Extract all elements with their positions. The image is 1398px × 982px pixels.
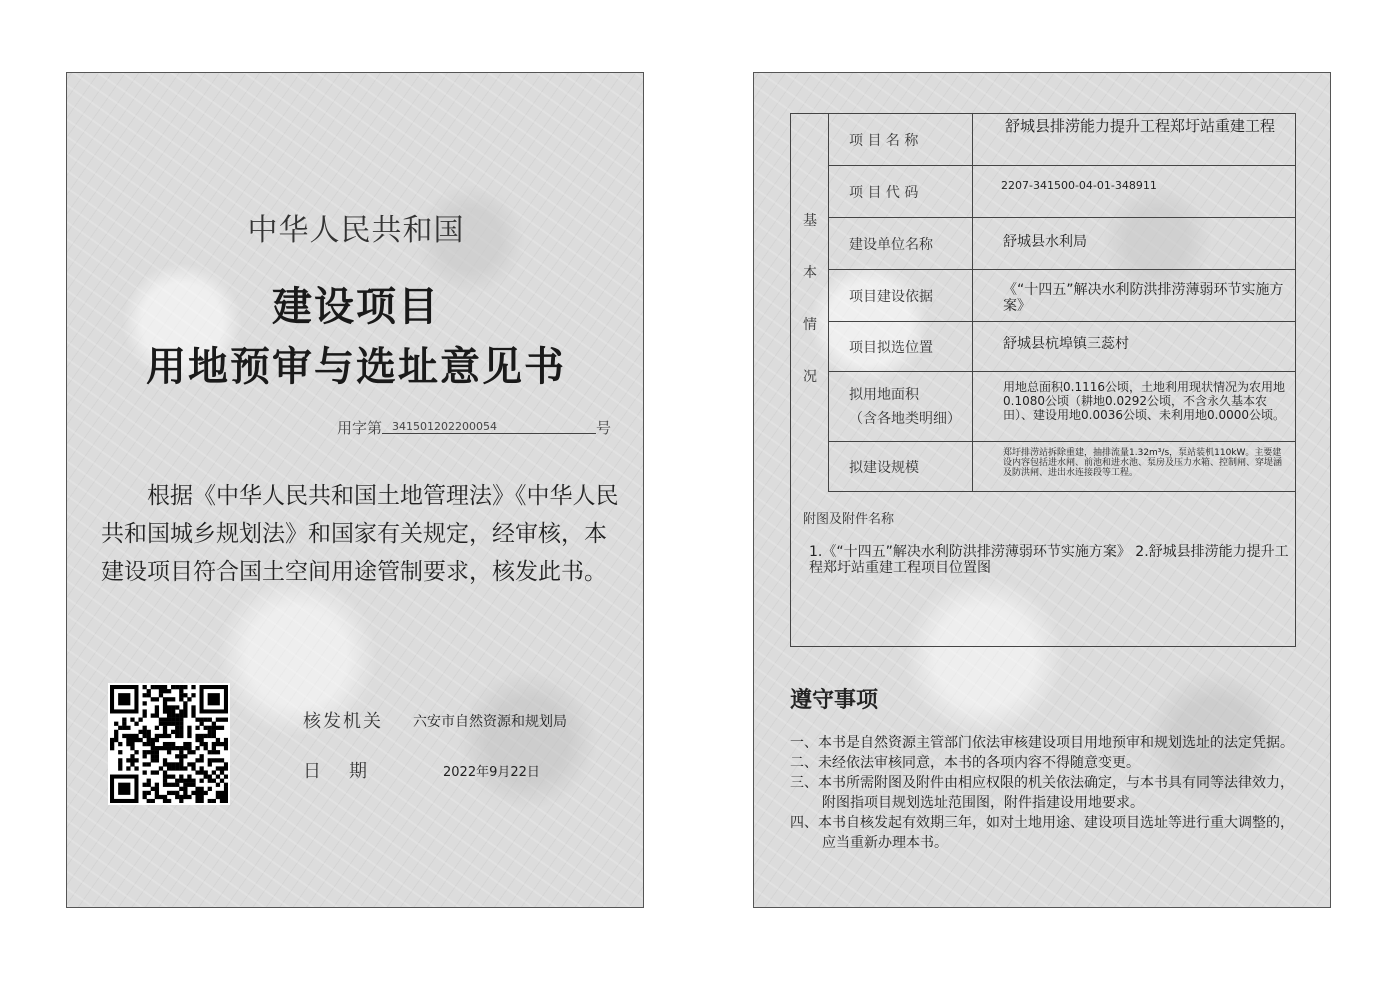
document-title-line2: 用地预审与选址意见书 [146, 344, 566, 390]
row-label: 项 目 代 码 [829, 166, 973, 217]
attachments-text: 1.《“十四五”解决水利防洪排涝薄弱环节实施方案》 2.舒城县排涝能力提升工程郑圩站重建工程项目位置图 [809, 544, 1289, 576]
row-label: 项 目 名 称 [829, 114, 973, 165]
row-label: 拟建设规模 [829, 442, 973, 491]
notice-list [790, 733, 1300, 853]
attachments-title: 附图及附件名称 [803, 512, 895, 527]
side-label-char: 况 [803, 369, 817, 385]
permit-number: 341501202200054 [382, 420, 596, 434]
table-row-project-name [829, 114, 1295, 166]
row-label: 建设单位名称 [829, 218, 973, 269]
row-value: 舒城县水利局 [1003, 234, 1087, 250]
table-row-builder [829, 218, 1295, 270]
table-row-scale [829, 442, 1295, 492]
row-value: 用地总面积0.1116公顷，土地利用现状情况为农用地0.1080公顷（耕地0.0292公顷，不含永久基本农田）、建设用地0.0036公顷、未利用地0.0000公顷。 [1003, 380, 1285, 422]
basic-info-side-label [791, 114, 829, 492]
row-value: 《“十四五”解决水利防洪排涝薄弱环节实施方案》 [1003, 282, 1284, 314]
table-row-project-code [829, 166, 1295, 218]
date-value: 2022年9月22日 [443, 765, 540, 780]
permit-suffix: 号 [596, 419, 612, 437]
row-label: 项目拟选位置 [829, 322, 973, 371]
permit-prefix: 用字第 [337, 419, 383, 437]
date-label: 日期 [303, 761, 395, 782]
row-value: 2207-341500-04-01-348911 [1001, 179, 1157, 192]
table-row-basis [829, 270, 1295, 322]
table-row-location [829, 322, 1295, 372]
side-label-char: 本 [803, 265, 817, 281]
side-label-char: 情 [803, 317, 817, 333]
basic-info-table [790, 113, 1296, 647]
row-label: 项目建设依据 [829, 270, 973, 321]
side-label-char: 基 [803, 213, 817, 229]
notice-item: 一、本书是自然资源主管部门依法审核建设项目用地预审和规划选址的法定凭据。 [790, 735, 1294, 751]
permit-number-line [337, 417, 611, 438]
issuer-value: 六安市自然资源和规划局 [413, 714, 567, 730]
notice-title: 遵守事项 [790, 688, 879, 713]
row-value: 郑圩排涝站拆除重建，抽排流量1.32m³/s，泵站装机110kW。主要建设内容包括进水闸、前池和进水池、泵房及压力水箱、控制闸、穿堤涵及防洪闸、进出水连接段等工程。 [1003, 448, 1283, 478]
country-name: 中华人民共和国 [247, 213, 465, 248]
document-title-line1: 建设项目 [272, 284, 440, 330]
row-value: 舒城县杭埠镇三蕊村 [1003, 336, 1129, 352]
certificate-body-text: 根据《中华人民共和国土地管理法》《中华人民共和国城乡规划法》和国家有关规定，经审核，本建设项目符合国土空间用途管制要求，核发此书。 [101, 483, 619, 585]
certificate-detail-page [753, 72, 1331, 908]
issuer-label: 核发机关 [303, 711, 383, 732]
qr-code-icon [108, 683, 230, 805]
table-row-land-area [829, 372, 1295, 442]
notice-item: 四、本书自核发起有效期三年，如对土地用途、建设项目选址等进行重大调整的，应当重新办理本书。 [790, 815, 1294, 851]
notice-item: 二、未经依法审核同意，本书的各项内容不得随意变更。 [790, 755, 1140, 771]
certificate-cover-page [66, 72, 644, 908]
row-label: 拟用地面积 （含各地类明细） [829, 372, 973, 441]
notice-item: 三、本书所需附图及附件由相应权限的机关依法确定，与本书具有同等法律效力，附图指项目规划选址范围图，附件指建设用地要求。 [790, 775, 1294, 811]
row-value: 舒城县排涝能力提升工程郑圩站重建工程 [1005, 117, 1276, 135]
